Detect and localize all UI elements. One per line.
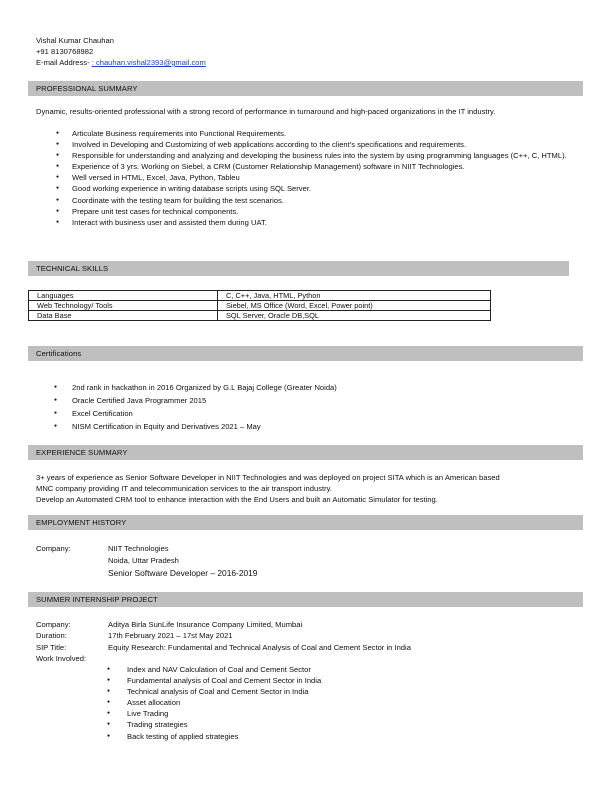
employer-location: Noida, Uttar Pradesh: [108, 556, 179, 565]
list-item: ● Good working experience in writing database scripts using SQL Server.: [72, 183, 572, 194]
list-item: ● Technical analysis of Coal and Cement Sector in India: [127, 686, 321, 697]
list-item: ● Experience of 3 yrs. Working on Siebel, a CRM (Customer Relationship Management) software in NIIT Technologies.: [72, 161, 572, 172]
experience-line: Develop an Automated CRM tool to enhance interaction with the End Users and built an Automatic Simulator for testing.: [36, 495, 438, 504]
internship-sip-label: SIP Title:: [36, 643, 67, 652]
employer-name: NIIT Technologies: [108, 544, 169, 553]
list-item: ● Fundamental analysis of Coal and Cement Sector in India: [127, 675, 321, 686]
section-summer-internship: [28, 592, 583, 607]
email-line: [36, 58, 206, 68]
internship-duration-label: Duration:: [36, 631, 67, 640]
section-title: EXPERIENCE SUMMARY: [36, 448, 128, 457]
section-title: TECHNICAL SKILLS: [36, 264, 109, 273]
internship-company: Aditya Birla SunLife Insurance Company Limited, Mumbai: [108, 620, 303, 629]
list-item: ● Index and NAV Calculation of Coal and Cement Sector: [127, 664, 321, 675]
section-title: EMPLOYMENT HISTORY: [36, 518, 127, 527]
list-item: ● Coordinate with the testing team for building the test scenarios.: [72, 195, 572, 206]
skill-value: Siebel, MS Office (Word, Excel, Power point): [218, 301, 491, 311]
list-item: ● Back testing of applied strategies: [127, 731, 321, 742]
internship-sip-title: Equity Research: Fundamental and Technical Analysis of Coal and Cement Sector in India: [108, 643, 411, 652]
list-item: ● 2nd rank in hackathon in 2016 Organized by G.L Bajaj College (Greater Noida): [72, 381, 337, 394]
section-title: PROFESSIONAL SUMMARY: [36, 84, 138, 93]
experience-line: MNC company providing IT and telecommunication services to the air transport industry.: [36, 484, 333, 493]
certifications-list: [72, 381, 337, 433]
list-item: ● Excel Certification: [72, 407, 337, 420]
section-title: SUMMER INTERNSHIP PROJECT: [36, 595, 158, 604]
list-item: ● Trading strategies: [127, 719, 321, 730]
section-title: Certifications: [36, 349, 82, 358]
table-row: [29, 311, 491, 321]
summary-bullet-list: [72, 128, 572, 228]
section-experience-summary: [28, 445, 583, 460]
list-item: ● Involved in Developing and Customizing of web applications according to the client's specifications and requirements.: [72, 139, 572, 150]
list-item: ● Well versed in HTML, Excel, Java, Python, Tableu: [72, 172, 572, 183]
list-item: ● Oracle Certified Java Programmer 2015: [72, 394, 337, 407]
skill-label: Languages: [29, 291, 218, 301]
work-involved-list: [127, 664, 321, 742]
skill-label: Data Base: [29, 311, 218, 321]
section-professional-summary: [28, 81, 583, 96]
list-item: ● Live Trading: [127, 708, 321, 719]
list-item: ● Articulate Business requirements into Functional Requirements.: [72, 128, 572, 139]
table-row: [29, 291, 491, 301]
job-role: Senior Software Developer – 2016-2019: [108, 568, 258, 578]
work-involved-label: Work Involved:: [36, 654, 87, 663]
list-item: ● Asset allocation: [127, 697, 321, 708]
table-row: [29, 301, 491, 311]
section-certifications: [28, 346, 583, 361]
list-item: ● Responsible for understanding and analyzing and developing the business rules into the system by using programming languages (C++, C, HTML).: [72, 150, 572, 161]
experience-line: 3+ years of experience as Senior Software Developer in NIIT Technologies and was deployed on project SITA which is an American based: [36, 473, 500, 482]
summary-intro: Dynamic, results-oriented professional with a strong record of performance in turnaround and high-paced organizations in the IT industry.: [36, 107, 496, 116]
section-employment-history: [28, 515, 583, 530]
email-link[interactable]: : chauhan.vishal2393@gmail.com: [91, 58, 206, 67]
phone-number: +91 8130768982: [36, 47, 94, 56]
company-label: Company:: [36, 544, 71, 553]
skills-table: [28, 290, 491, 321]
list-item: ● NISM Certification in Equity and Derivatives 2021 – May: [72, 420, 337, 433]
section-technical-skills: [28, 261, 569, 276]
skill-value: C, C++, Java, HTML, Python: [218, 291, 491, 301]
list-item: ● Interact with business user and assisted them during UAT.: [72, 217, 572, 228]
skill-value: SQL Server, Oracle DB,SQL: [218, 311, 491, 321]
internship-company-label: Company:: [36, 620, 71, 629]
candidate-name: Vishal Kumar Chauhan: [36, 36, 114, 45]
email-label: E-mail Address-: [36, 58, 92, 67]
skill-label: Web Technology/ Tools: [29, 301, 218, 311]
list-item: ● Prepare unit test cases for technical components.: [72, 206, 572, 217]
internship-duration: 17th February 2021 – 17st May 2021: [108, 631, 233, 640]
